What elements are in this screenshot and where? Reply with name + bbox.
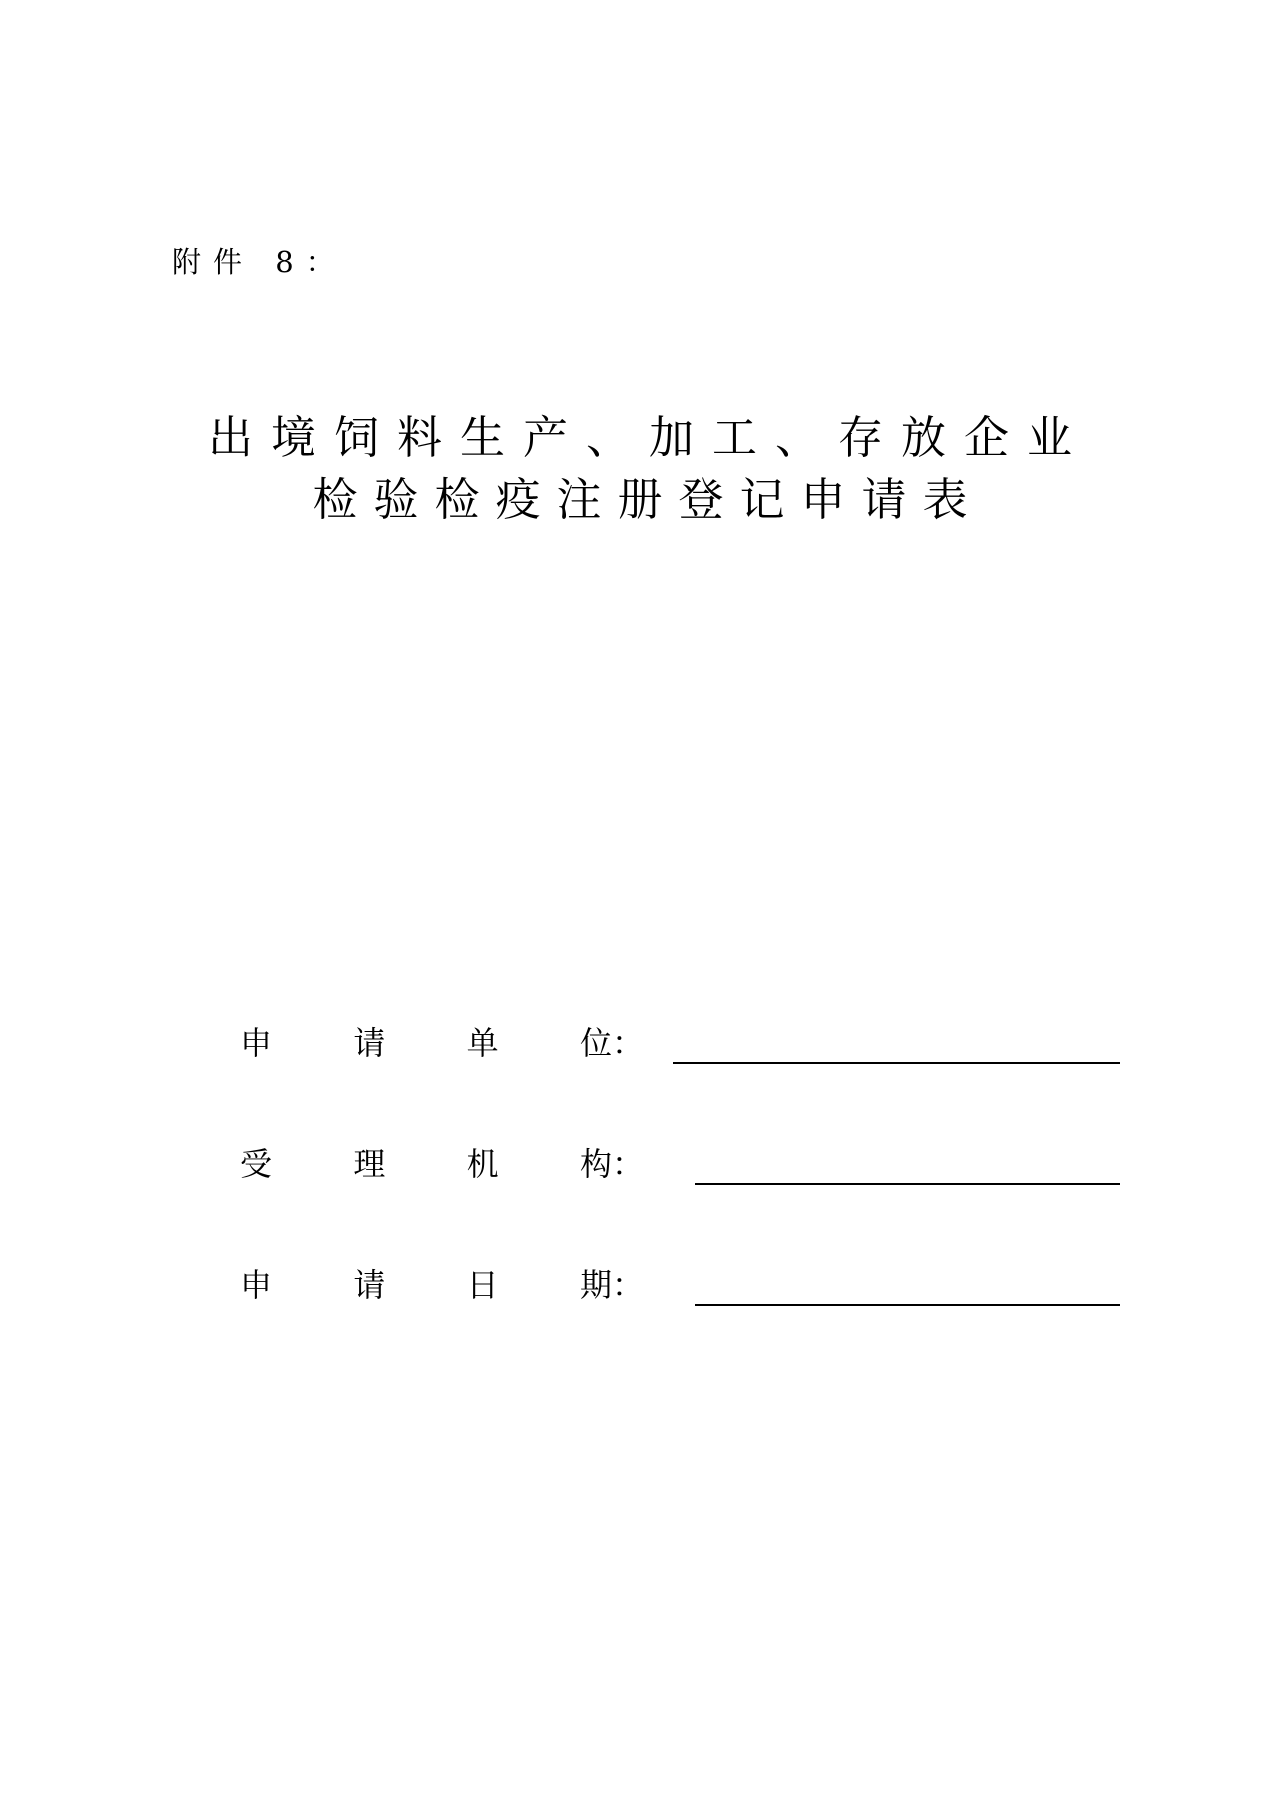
label-char: 请	[353, 1024, 386, 1062]
label-char: 期：	[579, 1266, 644, 1304]
label-char: 位：	[579, 1024, 644, 1062]
label-char: 日	[466, 1266, 499, 1304]
label-char: 申	[240, 1266, 273, 1304]
form-title-line-1: 出境饲料生产、加工、存放企业	[207, 411, 1090, 464]
label-char: 理	[353, 1145, 386, 1183]
applicant-unit-field	[240, 1020, 1120, 1070]
attachment-label: 附件 8：	[172, 245, 347, 279]
applicant-unit-blank[interactable]	[673, 1062, 1120, 1064]
receiving-agency-field	[240, 1141, 1120, 1191]
label-char: 申	[240, 1024, 273, 1062]
label-char: 受	[240, 1145, 273, 1183]
application-date-field	[240, 1262, 1120, 1312]
receiving-agency-blank[interactable]	[695, 1183, 1120, 1185]
label-char: 构：	[579, 1145, 644, 1183]
applicant-unit-label	[240, 1020, 660, 1066]
form-title-line-2: 检验检疫注册登记申请表	[312, 473, 984, 526]
application-date-label	[240, 1262, 660, 1308]
application-date-blank[interactable]	[695, 1304, 1120, 1306]
label-char: 机	[466, 1145, 499, 1183]
label-char: 单	[466, 1024, 499, 1062]
label-char: 请	[353, 1266, 386, 1304]
receiving-agency-label	[240, 1141, 660, 1187]
